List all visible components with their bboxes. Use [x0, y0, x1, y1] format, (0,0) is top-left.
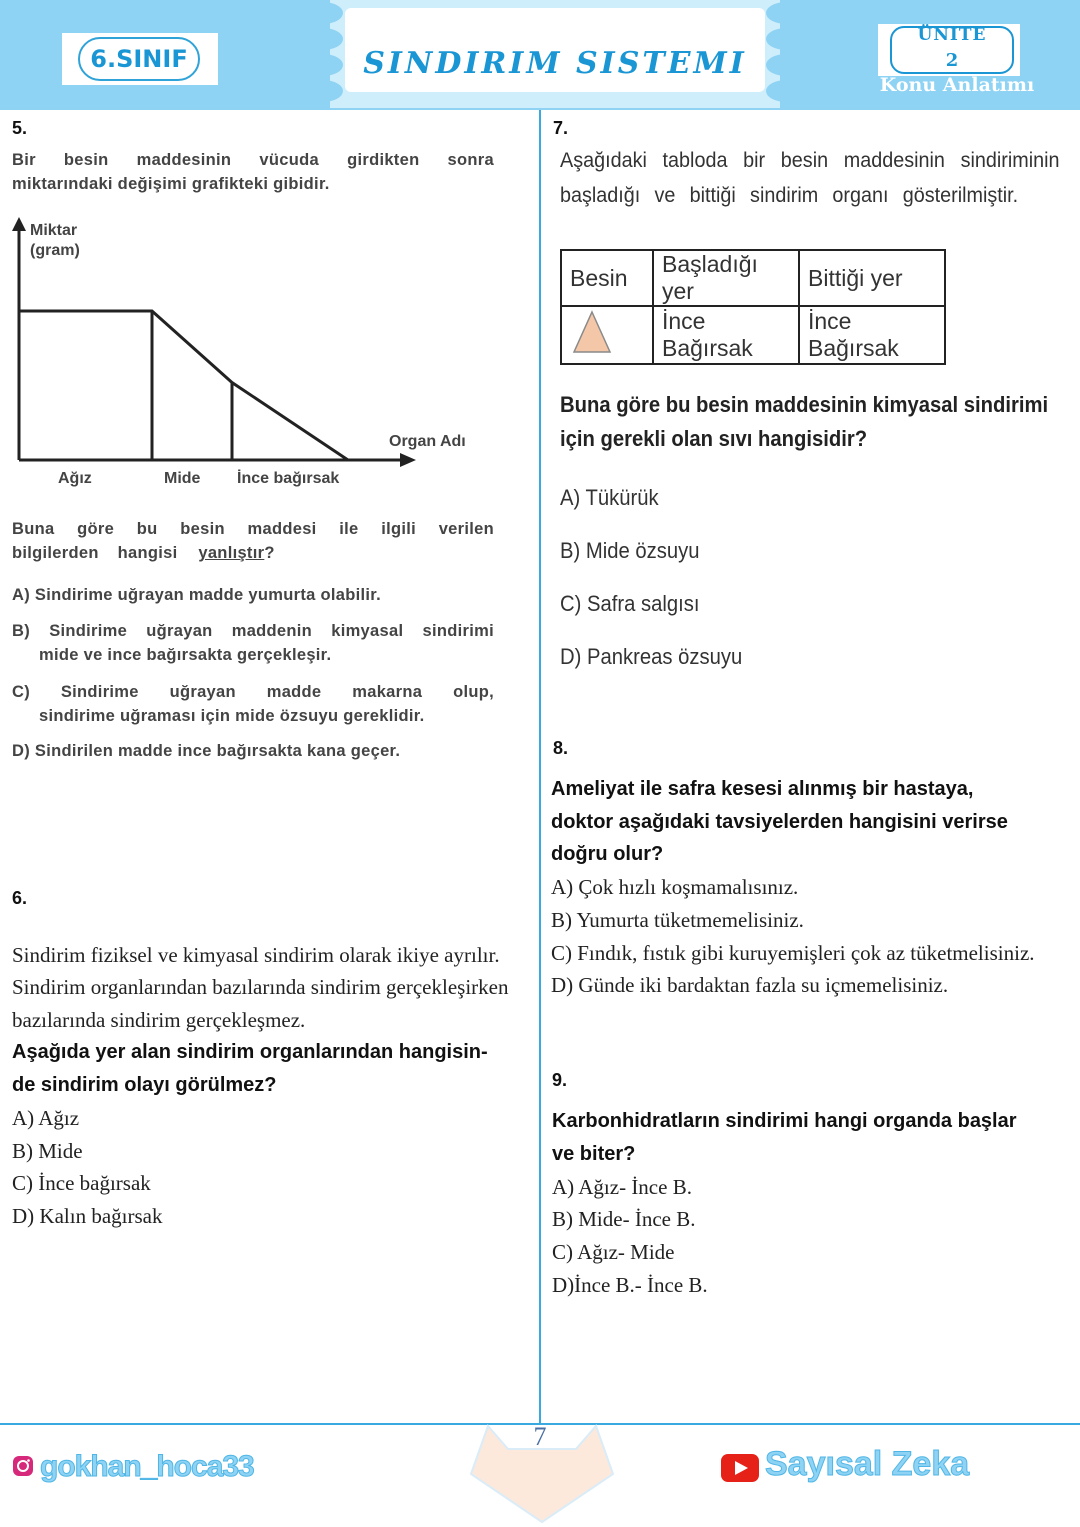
x-tick-mide: Mide: [164, 470, 201, 487]
table-cell-basladigi: İnce Bağırsak: [653, 306, 799, 364]
q9-option-b: B) Mide- İnce B.: [552, 1207, 696, 1231]
q8-option-b: B) Yumurta tüketmemelisiniz.: [551, 908, 804, 932]
table-header-bittigi: Bittiği yer: [799, 250, 945, 306]
q5-number: 5.: [12, 118, 28, 138]
q5-intro-line1: Bir besin maddesinin vücuda girdikten sonra: [12, 151, 494, 169]
q7-question-line1: Buna göre bu besin maddesinin kimyasal sindirimi: [560, 392, 1049, 417]
page-subtitle: Konu Anlatımı: [879, 74, 1035, 96]
q6-question-line2: de sindirim olayı görülmez?: [12, 1074, 277, 1096]
q7-option-a: A) Tükürük: [560, 485, 659, 510]
grade-label: 6.SINIF: [78, 37, 200, 81]
y-axis-label-1: Miktar: [30, 222, 78, 239]
q8-option-c: C) Fındık, fıstık gibi kuruyemişleri çok az tüketmelisiniz.: [551, 941, 1035, 965]
q6-option-b: B) Mide: [12, 1139, 83, 1163]
table-header-row: [561, 250, 945, 306]
q9-option-d: D)İnce B.- İnce B.: [552, 1273, 708, 1297]
table-header-besin: Besin: [561, 250, 653, 306]
x-tick-ince: İnce bağırsak: [237, 470, 340, 487]
youtube-icon: [720, 1453, 760, 1483]
q6-question-line1: Aşağıda yer alan sindirim organlarından hangisin-: [12, 1041, 488, 1063]
y-axis-label-2: (gram): [30, 242, 80, 259]
table-row: [561, 306, 945, 364]
bubble-decoration: [303, 80, 343, 102]
q6-paragraph-line1: Sindirim fiziksel ve kimyasal sindirim olarak ikiye ayrılır.: [12, 943, 500, 967]
youtube-channel: Sayısal Zeka: [765, 1445, 970, 1483]
q5-option-c-line2: sindirime uğraması için mide özsuyu gereklidir.: [39, 707, 425, 725]
q8-question-line3: doğru olur?: [551, 843, 664, 865]
q7-number: 7.: [553, 118, 569, 138]
q5-question-line1: Buna göre bu besin maddesi ile ilgili verilen: [12, 520, 494, 538]
q9-question-line1: Karbonhidratların sindirimi hangi organda başlar: [552, 1110, 1017, 1132]
bubble-decoration: [766, 2, 806, 24]
q6-option-d: D) Kalın bağırsak: [12, 1204, 163, 1228]
page-number: 7: [533, 1422, 547, 1451]
q5-option-a: A) Sindirime uğrayan madde yumurta olabilir.: [12, 586, 381, 604]
q9-question-line2: ve biter?: [552, 1143, 636, 1165]
table-header-basladigi: Başladığı yer: [653, 250, 799, 306]
q7-option-b: B) Mide özsuyu: [560, 538, 700, 563]
q5-question-line2: [12, 544, 494, 563]
table-cell-besin: [561, 306, 653, 364]
q7-option-c: C) Safra salgısı: [560, 591, 700, 616]
q8-option-d: D) Günde iki bardaktan fazla su içmemelisiniz.: [551, 973, 949, 997]
q8-question-line1: Ameliyat ile safra kesesi alınmış bir hastaya,: [551, 778, 974, 800]
table-cell-bittigi: İnce Bağırsak: [799, 306, 945, 364]
series-line: [19, 311, 348, 460]
bubble-decoration: [303, 2, 343, 24]
q9-option-c: C) Ağız- Mide: [552, 1240, 675, 1264]
q5-chart: [8, 215, 508, 495]
page-title: SINDIRIM SISTEMI: [363, 46, 747, 81]
q7-intro-line2: başladığı ve bittiği sindirim organı gösterilmiştir.: [560, 183, 1019, 207]
q7-intro-line1: Aşağıdaki tabloda bir besin maddesinin sindiriminin: [560, 148, 1060, 172]
triangle-icon: [570, 308, 614, 356]
q8-question-line2: doktor aşağıdaki tavsiyelerden hangisini verirse: [551, 811, 1008, 833]
q9-number: 9.: [552, 1070, 568, 1090]
q6-option-a: A) Ağız: [12, 1106, 80, 1130]
instagram-handle: gokhan_hoca33: [40, 1450, 254, 1483]
q6-option-c: C) İnce bağırsak: [12, 1171, 151, 1195]
y-axis-arrow: [12, 217, 26, 231]
bubble-decoration: [766, 28, 806, 50]
unit-label: ÜNITE: [917, 25, 987, 45]
q5-option-c-line1: C) Sindirime uğrayan madde makarna olup,: [12, 683, 494, 701]
q9-option-a: A) Ağız- İnce B.: [552, 1175, 692, 1199]
q7-question-line2: için gerekli olan sıvı hangisidir?: [560, 426, 868, 451]
q6-paragraph-line3: bazılarında sindirim gerçekleşmez.: [12, 1008, 306, 1032]
q5-option-b-line1: B) Sindirime uğrayan maddenin kimyasal sindirimi: [12, 622, 494, 640]
q8-number: 8.: [553, 738, 569, 758]
x-tick-agiz: Ağız: [58, 470, 92, 487]
q8-option-a: A) Çok hızlı koşmamalısınız.: [551, 875, 799, 899]
q6-number: 6.: [12, 888, 28, 908]
q5-option-d: D) Sindirilen madde ince bağırsakta kana geçer.: [12, 742, 401, 760]
bubble-decoration: [303, 28, 343, 50]
q5-question-mark: ?: [264, 544, 275, 562]
q5-question-part2: bilgilerden hangisi: [12, 544, 178, 562]
column-divider: [539, 110, 541, 1425]
q7-table: [560, 249, 946, 365]
instagram-icon: [12, 1455, 34, 1477]
x-axis-label: Organ Adı: [389, 433, 466, 450]
bubble-decoration: [766, 80, 806, 102]
q7-option-d: D) Pankreas özsuyu: [560, 644, 743, 669]
q5-option-b-line2: mide ve ince bağırsakta gerçekleşir.: [39, 646, 332, 664]
bubble-decoration: [303, 54, 343, 76]
x-axis-arrow: [400, 453, 416, 467]
bubble-decoration: [766, 54, 806, 76]
q6-paragraph-line2: Sindirim organlarından bazılarında sindirim gerçekleşirken: [12, 975, 509, 999]
unit-number: 2: [945, 50, 959, 71]
q5-question-underlined: yanlıştır: [198, 544, 265, 562]
q5-intro-line2: miktarındaki değişimi grafikteki gibidir.: [12, 175, 330, 193]
